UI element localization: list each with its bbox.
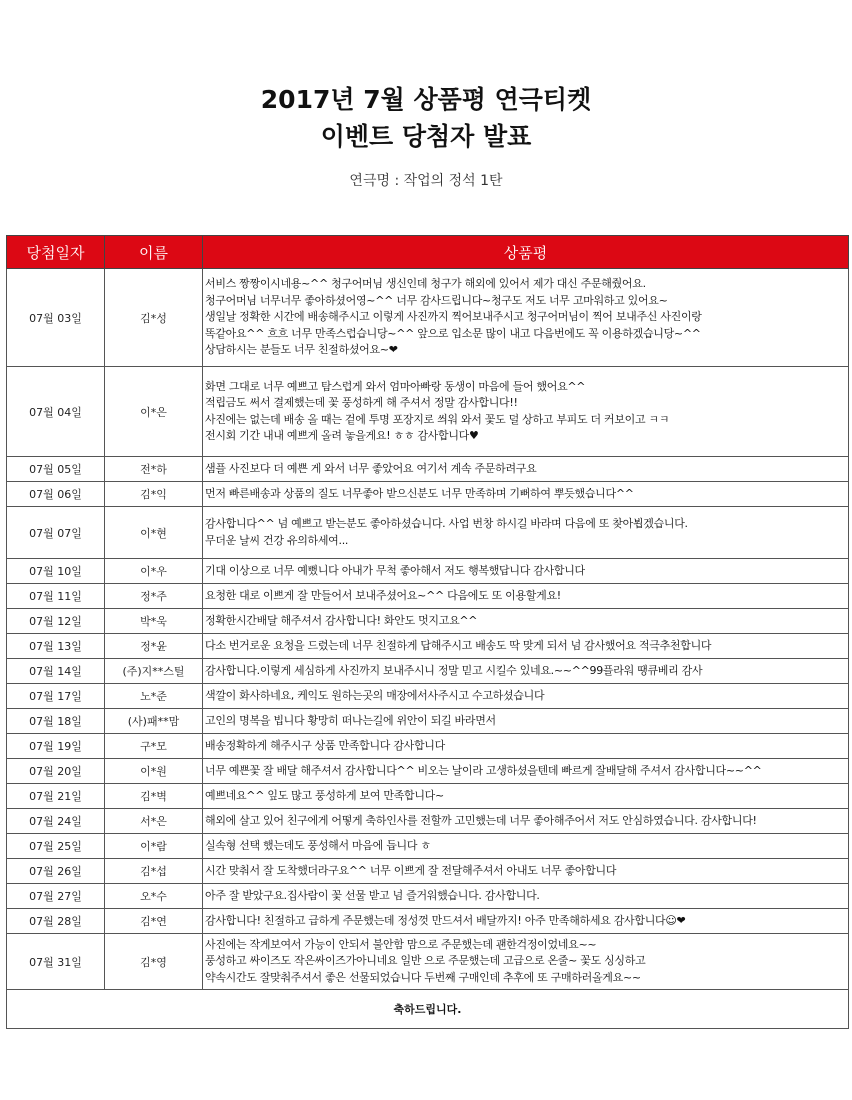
name-cell: 김*익: [105, 482, 203, 507]
date-cell: 07월 20일: [7, 759, 105, 784]
date-cell: 07월 11일: [7, 584, 105, 609]
review-cell: 실속형 선택 했는데도 풍성해서 마음에 듭니다 ㅎ: [203, 834, 849, 859]
date-cell: 07월 14일: [7, 659, 105, 684]
name-cell: 전*하: [105, 457, 203, 482]
date-cell: 07월 04일: [7, 367, 105, 457]
review-cell: 정확한시간배달 해주셔서 감사합니다! 화안도 멋지고요^^: [203, 609, 849, 634]
review-cell: 시간 맞춰서 잘 도착했더라구요^^ 너무 이쁘게 잘 전달해주셔서 아내도 너무 좋아합니다: [203, 859, 849, 884]
review-cell: 요청한 대로 이쁘게 잘 만들어서 보내주셨어요~^^ 다음에도 또 이용할게요!: [203, 584, 849, 609]
date-cell: 07월 17일: [7, 684, 105, 709]
table-row: [7, 809, 849, 834]
table-row: [7, 367, 849, 457]
table-row: [7, 834, 849, 859]
review-cell: 먼저 빠른배송과 상품의 질도 너무좋아 받으신분도 너무 만족하며 기뻐하여 뿌듯했습니다^^: [203, 482, 849, 507]
play-name: 연극명 : 작업의 정석 1탄: [349, 173, 503, 189]
table-row: [7, 269, 849, 367]
name-cell: 정*윤: [105, 634, 203, 659]
name-cell: 이*은: [105, 367, 203, 457]
review-cell: 색깔이 화사하네요, 케익도 원하는곳의 매장에서사주시고 수고하셨습니다: [203, 684, 849, 709]
review-cell: 서비스 짱짱이시네용~^^ 청구어머님 생신인데 청구가 해외에 있어서 제가 대신 주문해줬어요. 청구어머님 너무너무 좋아하셨어영~^^ 너무 감사드립니다~청구도 저도 너무 고마워하고 있어요~ 생일날 정확한 시간에 배송해주시고 이렇게 사진까지 찍어보내주시고 청구어머님이 찍어 보내주신 사진이랑 똑같아요^^ 흐흐 너무 만족스럽습니당~^^ 앞으로 입소문 많이 내고 다음번에도 꼭 이용하겠습니당~^^ 상담하시는 분들도 너무 친절하셨어요~❤: [203, 269, 849, 367]
date-cell: 07월 28일: [7, 909, 105, 934]
congratulations-text: 축하드립니다.: [7, 990, 849, 1029]
table-row: [7, 734, 849, 759]
date-cell: 07월 05일: [7, 457, 105, 482]
table-row: [7, 634, 849, 659]
review-cell: 사진에는 작게보여서 가능이 안되서 불안함 맘으로 주문했는데 괜한걱정이었네요~~ 풍성하고 싸이즈도 작은싸이즈가아니네요 일반 으로 주문했는데 고급으로 온줄~ 꽃도 싱싱하고 약속시간도 잘맞춰주셔서 좋은 선물되었습니다 두번째 구매인데 추후에 또 구매하러올게요~~: [203, 934, 849, 990]
review-cell: 배송정확하게 해주시구 상품 만족합니다 감사합니다: [203, 734, 849, 759]
column-header-name: 이름: [105, 236, 203, 269]
table-row: [7, 584, 849, 609]
review-cell: 예쁘네요^^ 잎도 많고 풍성하게 보여 만족합니다~: [203, 784, 849, 809]
date-cell: 07월 06일: [7, 482, 105, 507]
date-cell: 07월 13일: [7, 634, 105, 659]
column-header-date: 당첨일자: [7, 236, 105, 269]
date-cell: 07월 07일: [7, 507, 105, 559]
table-row: [7, 507, 849, 559]
review-cell: 감사합니다! 친절하고 급하게 주문했는데 정성껏 만드셔서 배달까지! 아주 만족해하세요 감사합니다☺❤: [203, 909, 849, 934]
table-row: [7, 482, 849, 507]
name-cell: 정*주: [105, 584, 203, 609]
table-row: [7, 684, 849, 709]
name-cell: 박*욱: [105, 609, 203, 634]
footer-row: [7, 990, 849, 1029]
review-cell: 화면 그대로 너무 예쁘고 탐스럽게 와서 엄마아빠랑 동생이 마음에 들어 했어요^^ 적립금도 써서 결제했는데 꽃 풍성하게 해 주셔서 정말 감사합니다!! 사진에는 없는데 배송 올 때는 겉에 투명 포장지로 씌워 와서 꽃도 덜 상하고 부피도 더 커보이고 ㅋㅋ 전시회 기간 내내 예쁘게 올려 놓을게요! ㅎㅎ 감사합니다♥: [203, 367, 849, 457]
page-subheading: 이벤트 당첨자 발표: [320, 122, 532, 151]
date-cell: 07월 21일: [7, 784, 105, 809]
name-cell: 김*연: [105, 909, 203, 934]
name-cell: 이*우: [105, 559, 203, 584]
table-row: [7, 559, 849, 584]
date-cell: 07월 10일: [7, 559, 105, 584]
table-header-row: [7, 236, 849, 269]
review-cell: 감사합니다^^ 넘 예쁘고 받는분도 좋아하셨습니다. 사업 번창 하시길 바라며 다음에 또 찾아뵙겠습니다. 무더운 날씨 건강 유의하세여...: [203, 507, 849, 559]
date-cell: 07월 18일: [7, 709, 105, 734]
name-cell: 김*영: [105, 934, 203, 990]
name-cell: 노*준: [105, 684, 203, 709]
name-cell: 이*원: [105, 759, 203, 784]
review-cell: 해외에 살고 있어 친구에게 어떻게 축하인사를 전할까 고민했는데 너무 좋아해주어서 저도 안심하였습니다. 감사합니다!: [203, 809, 849, 834]
name-cell: (주)지**스틸: [105, 659, 203, 684]
column-header-review: 상품평: [203, 236, 849, 269]
date-cell: 07월 27일: [7, 884, 105, 909]
table-row: [7, 609, 849, 634]
table-row: [7, 784, 849, 809]
date-cell: 07월 26일: [7, 859, 105, 884]
review-cell: 너무 예쁜꽃 잘 배달 해주셔서 감사합니다^^ 비오는 날이라 고생하셨을텐데 빠르게 잘배달해 주셔서 감사합니다~~^^: [203, 759, 849, 784]
table-row: [7, 709, 849, 734]
table-row: [7, 859, 849, 884]
name-cell: 서*은: [105, 809, 203, 834]
date-cell: 07월 12일: [7, 609, 105, 634]
name-cell: 김*성: [105, 269, 203, 367]
review-cell: 감사합니다.이렇게 세심하게 사진까지 보내주시니 정말 믿고 시킬수 있네요.~~^^99플라워 땡큐베리 감사: [203, 659, 849, 684]
review-cell: 샘플 사진보다 더 예쁜 게 와서 너무 좋았어요 여기서 계속 주문하려구요: [203, 457, 849, 482]
table-row: [7, 934, 849, 990]
review-cell: 고인의 명복을 빕니다 황망히 떠나는길에 위안이 되길 바라면서: [203, 709, 849, 734]
review-cell: 다소 번거로운 요청을 드렸는데 너무 친절하게 답해주시고 배송도 딱 맞게 되서 넘 감사했어요 적극추천합니다: [203, 634, 849, 659]
date-cell: 07월 24일: [7, 809, 105, 834]
table-row: [7, 759, 849, 784]
date-cell: 07월 31일: [7, 934, 105, 990]
name-cell: 구*모: [105, 734, 203, 759]
name-cell: 이*현: [105, 507, 203, 559]
table-row: [7, 457, 849, 482]
winners-table: [6, 235, 849, 1029]
name-cell: 이*람: [105, 834, 203, 859]
table-row: [7, 909, 849, 934]
date-cell: 07월 19일: [7, 734, 105, 759]
review-cell: 기대 이상으로 너무 예뻤니다 아내가 무척 좋아해서 저도 행복했답니다 감사합니다: [203, 559, 849, 584]
name-cell: 오*수: [105, 884, 203, 909]
page-title: 2017년 7월 상품평 연극티켓: [260, 85, 592, 114]
date-cell: 07월 03일: [7, 269, 105, 367]
table-row: [7, 659, 849, 684]
review-cell: 아주 잘 받았구요.집사람이 꽃 선물 받고 넘 즐거워했습니다. 감사합니다.: [203, 884, 849, 909]
name-cell: (사)패**맘: [105, 709, 203, 734]
name-cell: 김*벽: [105, 784, 203, 809]
date-cell: 07월 25일: [7, 834, 105, 859]
name-cell: 김*섭: [105, 859, 203, 884]
table-row: [7, 884, 849, 909]
